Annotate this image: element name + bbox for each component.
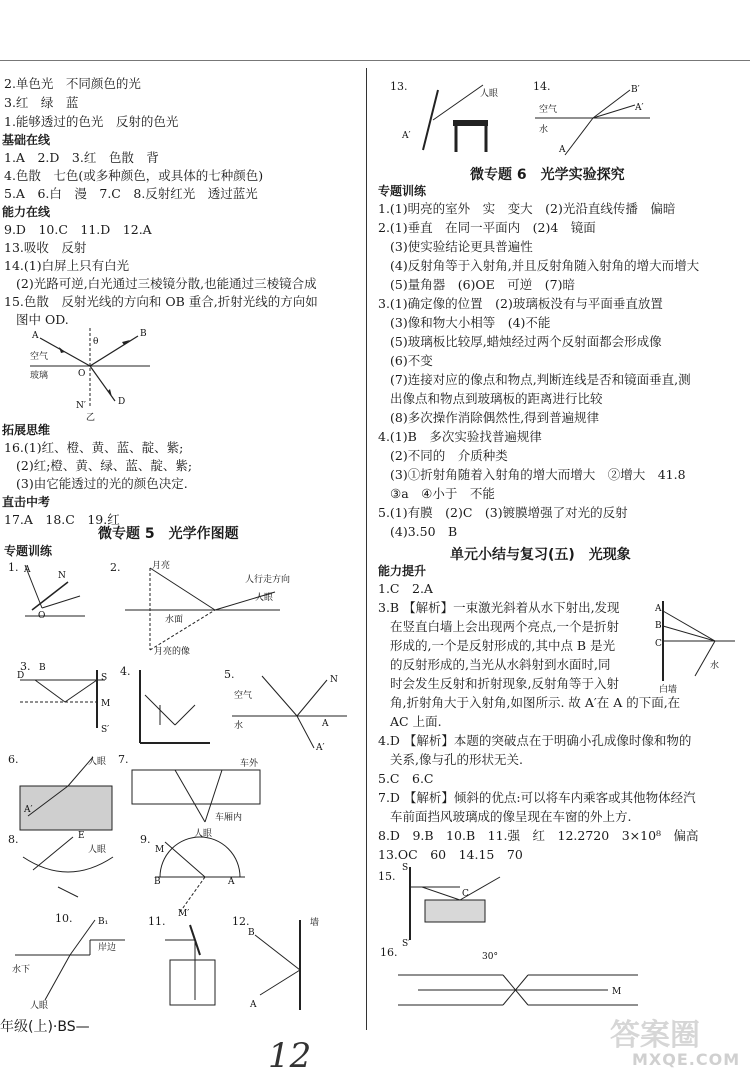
svg-text:E: E [78, 831, 85, 841]
label-moon: 月亮 [152, 561, 171, 571]
label-walker: 人行走方向 [245, 575, 291, 585]
label-B: B [140, 329, 147, 339]
answer-line: 4.(1)B 多次实验找普遍规律 [378, 429, 542, 444]
answer-line: (8)多次操作消除偶然性,得到普遍规律 [390, 410, 600, 425]
fig-number: 2. [110, 561, 121, 574]
label-moon-image: 月亮的像 [154, 647, 191, 657]
section-heading: 直击中考 [2, 495, 51, 509]
diagram-11 [160, 915, 230, 1010]
svg-text:C: C [655, 639, 662, 649]
section-title-5 [98, 523, 239, 543]
answer-line: 2.(1)垂直 在同一平面内 (2)4 镜面 [378, 220, 596, 235]
answer-line: 15.色散 反射光线的方向和 OB 重合,折射光线的方向如 [4, 294, 318, 309]
fig-number: 1. [8, 561, 19, 574]
answer-line: 形成的,一个是反射形成的,其中点 B 是光 [390, 638, 616, 653]
answer-line: 在竖直白墙上会出现两个亮点,一个是折射 [390, 619, 619, 634]
section-heading: 基础在线 [2, 133, 51, 147]
svg-text:A: A [250, 1000, 257, 1010]
diagram-unit-3 [655, 596, 740, 696]
fig-number: 4. [120, 665, 131, 678]
label-air: 空气 [30, 352, 49, 362]
label-note: 乙 [86, 413, 96, 423]
svg-text:M: M [612, 987, 622, 997]
answer-line: 4.D 【解析】本题的突破点在于明确小孔成像时像和物的 [378, 733, 692, 748]
answer-line: 3.红 绿 蓝 [4, 95, 79, 110]
answer-line: 8.D 9.B 10.B 11.强 红 12.2720 3×10⁸ 偏高 [378, 828, 699, 843]
section-title-6 [470, 164, 625, 184]
label-outside: 车外 [240, 759, 259, 769]
svg-text:S: S [402, 863, 409, 873]
svg-text:M′: M′ [178, 909, 190, 919]
page-number: 12 [268, 1036, 312, 1076]
answer-line: 14.(1)白屏上只有白光 [4, 258, 130, 273]
svg-text:A: A [655, 604, 662, 614]
svg-text:A: A [559, 145, 566, 155]
fig-number: 12. [232, 915, 250, 928]
svg-text:N: N [330, 675, 338, 685]
label-theta: θ [93, 337, 99, 347]
label-water: 水 [710, 661, 720, 671]
answer-line: 3.(1)确定像的位置 (2)玻璃板没有与平面垂直放置 [378, 296, 663, 311]
label-white-wall: 白墙 [659, 685, 678, 695]
label-A: A [32, 331, 39, 341]
svg-text:A′: A′ [24, 805, 33, 815]
watermark: 答案圈 [610, 1018, 700, 1053]
label-shore: 岸边 [98, 943, 117, 953]
diagram-12 [240, 915, 355, 1015]
svg-text:B₁: B₁ [98, 917, 109, 927]
section-heading: 能力提升 [378, 564, 427, 578]
label-N: N′ [76, 401, 86, 411]
svg-text:N: N [58, 571, 66, 581]
diagram-4 [130, 665, 215, 750]
label-glass: 玻璃 [30, 371, 49, 381]
svg-text:S: S [101, 673, 108, 683]
label-eye: 人眼 [255, 593, 274, 603]
label-O: O [78, 369, 86, 379]
section-heading: 专题训练 [4, 544, 53, 558]
fig-number: 14. [533, 80, 551, 93]
fig-number: 8. [8, 833, 19, 846]
watermark-url: MXQE.COM [632, 1050, 741, 1069]
answer-line: (2)不同的 介质种类 [390, 448, 508, 463]
svg-text:A: A [24, 565, 31, 575]
fig-number: 15. [378, 870, 396, 883]
answer-line: (5)量角器 (6)OE 可逆 (7)暗 [390, 277, 575, 292]
svg-text:B′: B′ [631, 85, 640, 95]
svg-text:A′: A′ [316, 743, 325, 753]
answer-line: 5.A 6.白 漫 7.C 8.反射红光 透过蓝光 [4, 186, 258, 201]
label-water-surface: 水面 [165, 615, 184, 625]
svg-text:A: A [228, 877, 235, 887]
answer-line: 角,折射角大于入射角,如图所示. 故 A′在 A 的下面,在 [390, 695, 681, 710]
label-air: 空气 [539, 105, 558, 115]
label-eye: 人眼 [88, 845, 107, 855]
title-text: 微专题 5 光学作图题 [98, 526, 239, 542]
label-eye: 人眼 [194, 829, 213, 839]
answer-line: (7)连接对应的像点和物点,判断连线是否和镜面垂直,测 [390, 372, 691, 387]
label-eye: 人眼 [30, 1001, 49, 1011]
diagram-9 [150, 832, 250, 917]
label-water: 水 [234, 721, 244, 731]
angle-label: 30° [482, 952, 498, 962]
title-text: 微专题 6 光学实验探究 [470, 167, 625, 183]
answer-line: (2)光路可逆,白光通过三棱镜分散,也能通过三棱镜合成 [16, 276, 317, 291]
section-heading: 能力在线 [2, 205, 51, 219]
answer-line: 13.OC 60 14.15 70 [378, 847, 523, 862]
answer-line: (4)反射角等于入射角,并且反射角随入射角的增大而增大 [390, 258, 700, 273]
fig-number: 10. [55, 912, 73, 925]
svg-text:B: B [154, 877, 161, 887]
label-D: D [118, 397, 126, 407]
answer-line: 1.C 2.A [378, 581, 433, 596]
label-water: 水 [539, 125, 549, 135]
answer-line: (2)红;橙、黄、绿、蓝、靛、紫; [16, 458, 193, 473]
answer-line: (3)由它能透过的光的颜色决定. [16, 476, 188, 491]
answer-line: 3.B 【解析】一束激光斜着从水下射出,发现 [378, 600, 620, 615]
fig-number: 11. [148, 915, 166, 928]
answer-line: 1.能够透过的色光 反射的色光 [4, 114, 179, 129]
diagram-7 [130, 752, 270, 842]
diagram-unit-16 [398, 945, 638, 1025]
answer-line: 7.D 【解析】倾斜的优点:可以将车内乘客或其他物体经汽 [378, 790, 696, 805]
answer-line: 关系,像与孔的形状无关. [390, 752, 523, 767]
fig-number: 13. [390, 80, 408, 93]
label-air: 空气 [234, 691, 253, 701]
svg-text:A′: A′ [402, 131, 411, 141]
answer-line: 的反射形成的,当光从水斜射到水面时,同 [390, 657, 611, 672]
answer-line: 图中 OD. [16, 312, 69, 327]
footer-grade: 年级(上)·BS— [0, 1019, 90, 1035]
diagram-3 [15, 660, 115, 735]
answer-line: 时会发生反射和折射现象,反射角等于入射 [390, 676, 619, 691]
answer-line: 出像点和物点到玻璃板的距离进行比较 [390, 391, 603, 406]
svg-text:M: M [101, 699, 111, 709]
svg-text:A′: A′ [635, 103, 644, 113]
diagram-8 [18, 832, 118, 902]
answer-line: 1.A 2.D 3.红 色散 背 [4, 150, 159, 165]
refraction-figure-15 [20, 326, 160, 421]
answer-line: AC 上面. [390, 714, 442, 729]
svg-text:B: B [39, 663, 46, 673]
answer-line: 9.D 10.C 11.D 12.A [4, 222, 152, 237]
answer-line: (6)不变 [390, 353, 433, 368]
section-heading: 专题训练 [378, 184, 427, 198]
answer-line: 车前面挡风玻璃成的像呈现在车窗的外上方. [390, 809, 632, 824]
label-eye: 人眼 [480, 89, 499, 99]
section-title-unit [450, 544, 631, 564]
svg-text:S′: S′ [101, 725, 110, 735]
fig-number: 5. [224, 668, 235, 681]
diagram-14 [535, 80, 655, 165]
answer-line: 5.(1)有膜 (2)C (3)镀膜增强了对光的反射 [378, 505, 628, 520]
answer-line: (3)像和物大小相等 (4)不能 [390, 315, 551, 330]
svg-text:S′: S′ [402, 939, 411, 949]
answer-line: 4.色散 七色(或多种颜色，或具体的七种颜色) [4, 168, 264, 183]
fig-number: 6. [8, 753, 19, 766]
answer-line: (3)①折射角随着入射角的增大而增大 ②增大 41.8 [390, 467, 686, 482]
label-inside: 车厢内 [215, 813, 243, 823]
answer-line: 16.(1)红、橙、黄、蓝、靛、紫; [4, 440, 184, 455]
title-text: 单元小结与复习(五) 光现象 [450, 547, 631, 563]
svg-text:A: A [322, 719, 329, 729]
diagram-unit-15 [400, 862, 520, 947]
diagram-13 [398, 80, 518, 160]
answer-line: (4)3.50 B [390, 524, 458, 539]
fig-number: 7. [118, 753, 129, 766]
section-heading: 拓展思维 [2, 423, 51, 437]
top-rule [0, 60, 750, 61]
label-wall: 墙 [310, 918, 320, 928]
svg-text:C: C [462, 889, 469, 899]
answer-line: 13.吸收 反射 [4, 240, 87, 255]
svg-text:B: B [655, 621, 662, 631]
diagram-2 [120, 560, 290, 655]
answer-line: (5)玻璃板比较厚,蜡烛经过两个反射面都会形成像 [390, 334, 662, 349]
diagram-5 [232, 668, 352, 753]
label-eye: 人眼 [88, 757, 107, 767]
answer-line: 5.C 6.C [378, 771, 434, 786]
answer-line: 2.单色光 不同颜色的光 [4, 76, 141, 91]
fig-number: 3. [20, 660, 31, 673]
column-divider [366, 68, 367, 1030]
svg-text:O: O [38, 611, 46, 621]
svg-text:B: B [248, 928, 255, 938]
answer-line: 1.(1)明亮的室外 实 变大 (2)光沿直线传播 偏暗 [378, 201, 676, 216]
svg-text:D: D [17, 671, 25, 681]
fig-number: 9. [140, 833, 151, 846]
answer-line: (3)使实验结论更具普遍性 [390, 239, 533, 254]
diagram-1 [20, 560, 95, 620]
answer-line: 17.A 18.C 19.红 [4, 512, 120, 527]
diagram-6 [18, 752, 118, 832]
fig-number: 16. [380, 946, 398, 959]
answer-line: ③a ④小于 不能 [390, 486, 495, 501]
svg-text:M: M [155, 845, 165, 855]
diagram-10 [10, 910, 130, 1010]
label-underwater: 水下 [12, 965, 31, 975]
